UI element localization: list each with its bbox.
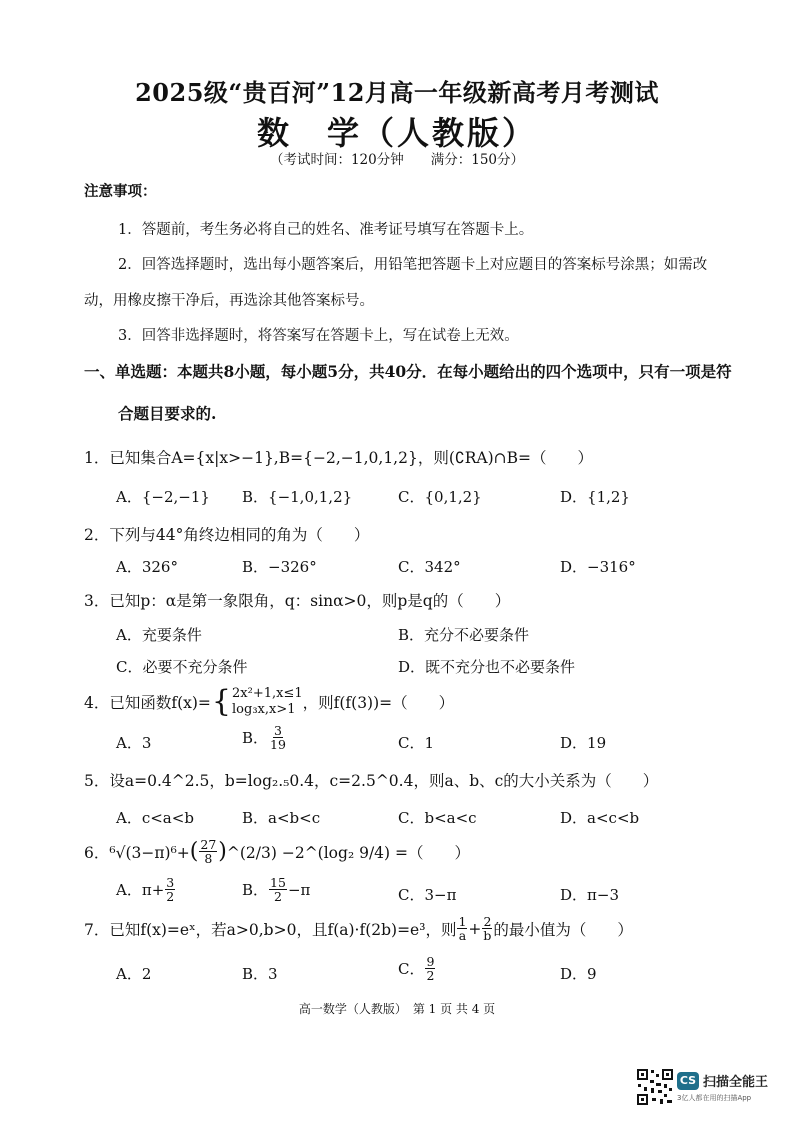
option-d: D．a<c<b — [560, 809, 640, 827]
option-a-label: A．π+ — [116, 881, 165, 900]
option-c: C．1 — [398, 734, 435, 752]
question-3: 3．已知p：α是第一象限角，q：sinα>0，则p是q的（ ） — [84, 592, 511, 610]
option-b: B．3 — [242, 965, 278, 983]
option-a: A．c<a<b — [116, 809, 194, 827]
page-footer: 高一数学（人教版） 第 1 页 共 4 页 — [298, 1002, 496, 1016]
note-item: 1．答题前，考生务必将自己的姓名、准考证号填写在答题卡上。 — [118, 222, 534, 238]
option-a: A．326° — [116, 558, 178, 576]
frac-num: 3 — [166, 875, 175, 890]
note-item: 2．回答选择题时，选出每小题答案后，用铅笔把答题卡上对应题目的答案标号涂黑；如需改 — [118, 257, 708, 273]
frac-num: 2 — [483, 914, 492, 929]
piecewise-brace: { — [211, 683, 232, 719]
subject-title: 数 学（人教版） — [256, 114, 537, 152]
option-c-label: C． — [398, 960, 425, 979]
question-5: 5．设a=0.4^2.5，b=log₂.₅0.4，c=2.5^0.4，则a、b、c的大小关系为（ ） — [84, 772, 659, 790]
option-b — [242, 724, 288, 751]
frac-den: a — [458, 928, 467, 944]
q7-part-a: 7．已知f(x)=eˣ，若a>0,b>0，且f(a)·f(2b)=e³，则 — [84, 920, 457, 939]
option-d: D．9 — [560, 965, 597, 983]
frac-den: 2 — [166, 889, 175, 905]
frac-num: 3 — [274, 723, 282, 738]
question-2: 2．下列与44°角终边相同的角为（ ） — [84, 526, 370, 544]
q4-prefix: 4．已知函数f(x)= — [84, 693, 211, 712]
option-b: B．{−1,0,1,2} — [242, 488, 353, 506]
exam-info: （考试时间：120分钟 满分：150分） — [269, 152, 525, 168]
question-6: 6．⁶√(3−π)⁶+ ( $\frac{27}{8}$ ) ^(2/3) −2^(log₂ 9/4) =（ ） — [84, 837, 470, 867]
q7-part-b: 的最小值为（ ） — [493, 920, 633, 939]
frac-den: 2 — [274, 889, 282, 905]
option-c: C．必要不充分条件 — [116, 658, 248, 676]
option-b-tail: −π — [287, 880, 311, 899]
plus-sign: + — [468, 919, 482, 938]
piece-2: log₃x,x>1 — [232, 701, 296, 717]
option-a: A．3 — [116, 734, 152, 752]
option-c: C．3−π — [398, 886, 457, 904]
frac-num: 15 — [270, 875, 286, 890]
frac-num: 27 — [200, 837, 217, 852]
question-4 — [84, 683, 455, 719]
frac-num: 1 — [458, 914, 467, 929]
option-b: B．充分不必要条件 — [398, 626, 530, 644]
piece-1: 2x²+1,x≤1 — [232, 686, 303, 701]
option-d: D．π−3 — [560, 886, 619, 904]
option-a: A．{−2,−1} — [116, 488, 210, 506]
option-a — [116, 876, 176, 903]
frac-den: 19 — [270, 737, 286, 753]
option-c: C．342° — [398, 558, 461, 576]
cs-logo-icon: CS — [677, 1072, 699, 1090]
option-b — [242, 876, 310, 903]
q6-part-b: ^(2/3) −2^(log₂ 9/4) =（ ） — [226, 843, 470, 862]
option-a: A．2 — [116, 965, 152, 983]
option-b: B．a<b<c — [242, 809, 321, 827]
note-item: 3．回答非选择题时，将答案写在答题卡上，写在试卷上无效。 — [118, 328, 519, 344]
q6-part-a: 6．⁶√(3−π)⁶+ — [84, 843, 190, 862]
app-tagline: 3亿人都在用的扫描App — [677, 1094, 752, 1102]
section-heading: 一、单选题：本题共8小题，每小题5分，共40分．在每小题给出的四个选项中，只有一项是符 — [84, 362, 732, 381]
option-a: A．充要条件 — [116, 626, 202, 644]
note-item: 动，用橡皮擦干净后，再选涂其他答案标号。 — [84, 293, 374, 309]
option-b: B．−326° — [242, 558, 317, 576]
option-b-label: B． — [242, 729, 269, 748]
qr-code-icon — [636, 1068, 674, 1106]
question-7 — [84, 915, 633, 942]
q4-suffix: ，则f(f(3))=（ ） — [302, 693, 455, 712]
frac-den: 8 — [204, 851, 213, 867]
option-b-label: B． — [242, 881, 269, 900]
frac-num: 9 — [426, 954, 435, 969]
scanner-badge — [677, 1071, 768, 1103]
option-c: C．{0,1,2} — [398, 488, 482, 506]
question-1: 1．已知集合A={x|x>−1},B={−2,−1,0,1,2}，则(∁RA)∩B=（ ） — [84, 449, 594, 467]
option-d: D．−316° — [560, 558, 636, 576]
app-name: 扫描全能王 — [703, 1075, 769, 1090]
frac-den: 2 — [426, 968, 435, 984]
option-c — [398, 955, 436, 982]
option-d: D．{1,2} — [560, 488, 630, 506]
option-d: D．既不充分也不必要条件 — [398, 658, 576, 676]
exam-title: 2025级“贵百河”12月高一年级新高考月考测试 — [135, 78, 659, 107]
section-heading-cont: 合题目要求的. — [118, 404, 217, 423]
notes-heading: 注意事项： — [84, 183, 157, 200]
frac-den: b — [483, 928, 492, 944]
option-d: D．19 — [560, 734, 607, 752]
option-c: C．b<a<c — [398, 809, 477, 827]
